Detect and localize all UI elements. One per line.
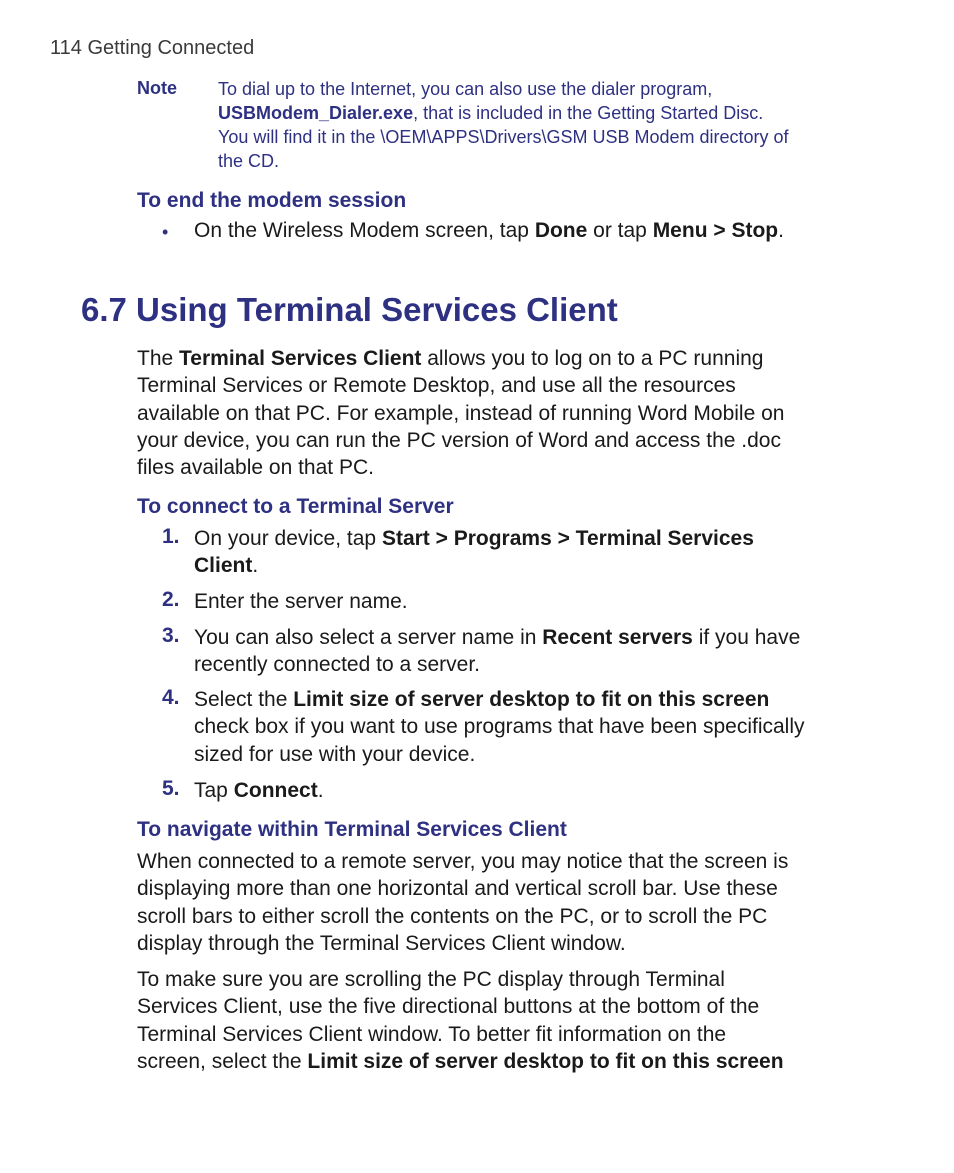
step-number: 4. — [162, 686, 180, 709]
intro-paragraph: The Terminal Services Client allows you to log on to a PC running Terminal Services or Remote Desktop, and use all the resources available on that PC. For example, instead of running Word Mobile on your device, you can run the PC version of Word and access the .doc files available on that PC. — [137, 347, 785, 480]
navigate-paragraph-1: When connected to a remote server, you may notice that the screen is displaying more than one horizontal and vertical scroll bar. Use these scroll bars to either scroll the contents on the PC, or to scroll the PC display through the Terminal Services Client window. — [137, 850, 789, 955]
note-line: You will find it in the \OEM\APPS\Drivers\GSM USB Modem directory of — [218, 127, 789, 147]
page-header: 114 Getting Connected — [50, 37, 255, 59]
note-label: Note — [137, 78, 177, 98]
step-5: Tap Connect. — [194, 779, 324, 802]
navigate-heading: To navigate within Terminal Services Client — [137, 818, 567, 841]
step-number: 3. — [162, 624, 180, 647]
step-number: 1. — [162, 525, 180, 548]
step-number: 5. — [162, 777, 180, 800]
step-number: 2. — [162, 588, 180, 611]
connect-heading: To connect to a Terminal Server — [137, 495, 454, 518]
bullet-icon: • — [162, 222, 169, 242]
note-body — [218, 77, 898, 173]
step-1: On your device, tap Start > Programs > Terminal Services Client. — [194, 527, 754, 578]
end-session-instruction: On the Wireless Modem screen, tap Done or tap Menu > Stop. — [194, 219, 784, 242]
note-line: USBModem_Dialer.exe, that is included in the Getting Started Disc. — [218, 103, 764, 123]
step-3: You can also select a server name in Recent servers if you have recently connected to a server. — [194, 626, 801, 677]
section-title: 6.7 Using Terminal Services Client — [81, 291, 618, 328]
program-name: USBModem_Dialer.exe — [218, 103, 414, 123]
note-line: the CD. — [218, 151, 280, 171]
step-4: Select the Limit size of server desktop to fit on this screen check box if you want to use programs that have been specifically sized for use with your device. — [194, 688, 805, 766]
navigate-paragraph-2: To make sure you are scrolling the PC display through Terminal Services Client, use the five directional buttons at the bottom of the Terminal Services Client window. To better fit information on the screen, select the Limit size of server desktop to fit on this screen — [137, 968, 784, 1073]
step-2: Enter the server name. — [194, 590, 408, 613]
note-line: To dial up to the Internet, you can also use the dialer program, — [218, 79, 713, 99]
end-session-heading: To end the modem session — [137, 189, 407, 212]
